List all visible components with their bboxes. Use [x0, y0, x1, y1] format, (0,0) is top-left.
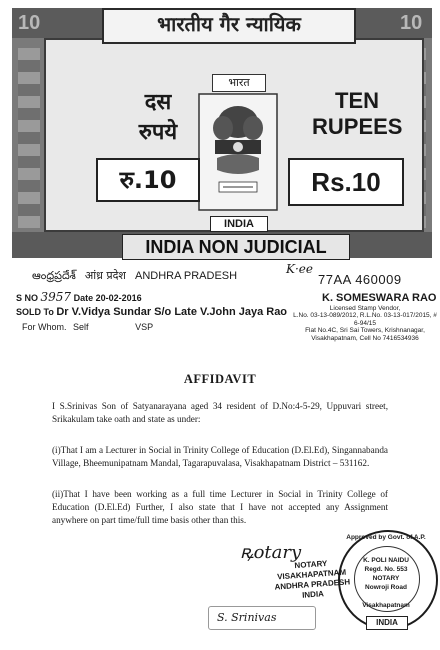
- for-whom-line: [22, 322, 153, 332]
- stamp-paper: [12, 8, 432, 258]
- seal-line: K. POLI NAIDU: [363, 557, 409, 564]
- affidavit-paragraph-1: I S.Srinivas Son of Satyanarayana aged 34 resident of D.No:4-5-29, Uppuvari street, Srikakulam take oath and state as under:: [52, 401, 388, 424]
- place: VSP: [135, 322, 154, 332]
- seal-line: Nowroji Road: [365, 584, 407, 591]
- affidavit-paragraph-3: (ii)That I have been working as a full time Lecturer in Social in Trinity College of Education (D.El.Ed) Further, I also state that I have not accepted any Assignment anywhere on part time/full time basis other than this.: [52, 489, 388, 525]
- for-whom-label: For Whom.: [22, 322, 67, 332]
- watermark-top-left: 10: [18, 12, 41, 34]
- stamp-serial-number: 77AA 460009: [318, 272, 402, 287]
- stamp-english-amount: [312, 88, 402, 140]
- vendor-detail-line: Visakhapatnam, Cell No 7416534936: [311, 334, 419, 342]
- vendor-initials-signature: K·ee: [286, 262, 313, 276]
- sold-to-line: [16, 306, 287, 318]
- seal-line: NOTARY: [372, 575, 400, 582]
- sno-label: S NO: [16, 293, 39, 303]
- stamp-english-value: Rs.10: [288, 158, 404, 206]
- sno-value: 3957: [40, 290, 72, 304]
- deponent-signature: S. Srinivas: [208, 606, 316, 630]
- vendor-detail-line: L.No. 03-13-089/2012, R.L.No. 03-13-017/2015, # 6-94/15: [293, 312, 437, 327]
- state-line: [32, 268, 237, 285]
- stamp-hindi-title: भारतीय गैर न्यायिक: [102, 8, 356, 44]
- affidavit-title: AFFIDAVIT: [183, 372, 257, 386]
- seal-ring-top-text: Approved by Govt. of A.P.: [346, 534, 426, 541]
- hindi-amount-line1: दस: [144, 90, 172, 115]
- seal-ring-bottom-text: Visakhapatnam: [362, 602, 410, 609]
- stamp-hindi-value: रु.10: [96, 158, 200, 202]
- english-amount-line2: RUPEES: [312, 114, 403, 139]
- stamp-footer-title: INDIA NON JUDICIAL: [122, 234, 350, 260]
- seal-country: INDIA: [366, 616, 408, 630]
- bharat-label: भारत: [212, 74, 266, 92]
- affidavit-paragraph-2: (i)That I am a Lecturer in Social in Trinity College of Education (D.El.Ed), Singannabanda Village, Bheemunipatnam Mandal, Tagarapuvalasa, Visakhapatnam District – 531162.: [52, 445, 388, 468]
- state-telugu: ఆంధ్రప్రదేశ్: [32, 269, 76, 282]
- stamp-india-label: INDIA: [210, 216, 268, 232]
- notary-stamp-line: ANDHRA PRADESH: [274, 577, 351, 592]
- date-value: 20-02-2016: [95, 293, 142, 303]
- for-whom-value: Self: [73, 322, 89, 332]
- sold-to-label: SOLD To: [16, 307, 54, 317]
- notary-stamp-line: VISAKHAPATNAM: [276, 567, 347, 582]
- seal-line: Regd. No. 553: [364, 566, 408, 573]
- notary-stamp-line: INDIA: [301, 589, 325, 600]
- ashoka-emblem-icon: [197, 92, 279, 212]
- vendor-detail-line: Flat No.4C, Sri Sai Towers, Krishnanagar,: [305, 327, 425, 335]
- watermark-top-right: 10: [400, 12, 423, 34]
- english-amount-line1: TEN: [335, 88, 379, 113]
- notary-signature: ꝶotary: [240, 542, 302, 563]
- sold-to-name: Dr V.Vidya Sundar S/o Late V.John Jaya Rao: [56, 306, 288, 318]
- seal-center-text: [344, 556, 428, 592]
- vendor-detail-line: Licensed Stamp Vendor,: [329, 305, 401, 312]
- notary-stamp-line: NOTARY: [294, 558, 328, 571]
- stamp-left-border: [18, 48, 40, 228]
- state-english: ANDHRA PRADESH: [134, 270, 238, 282]
- vendor-details: [292, 305, 438, 342]
- sno-line: [16, 290, 142, 304]
- state-hindi: आंध्र प्रदेश: [84, 269, 126, 282]
- hindi-amount-line2: रुपये: [138, 120, 178, 145]
- stamp-hindi-amount: [108, 88, 208, 148]
- date-label: Date: [73, 293, 94, 303]
- vendor-name: K. SOMESWARA RAO: [322, 292, 437, 304]
